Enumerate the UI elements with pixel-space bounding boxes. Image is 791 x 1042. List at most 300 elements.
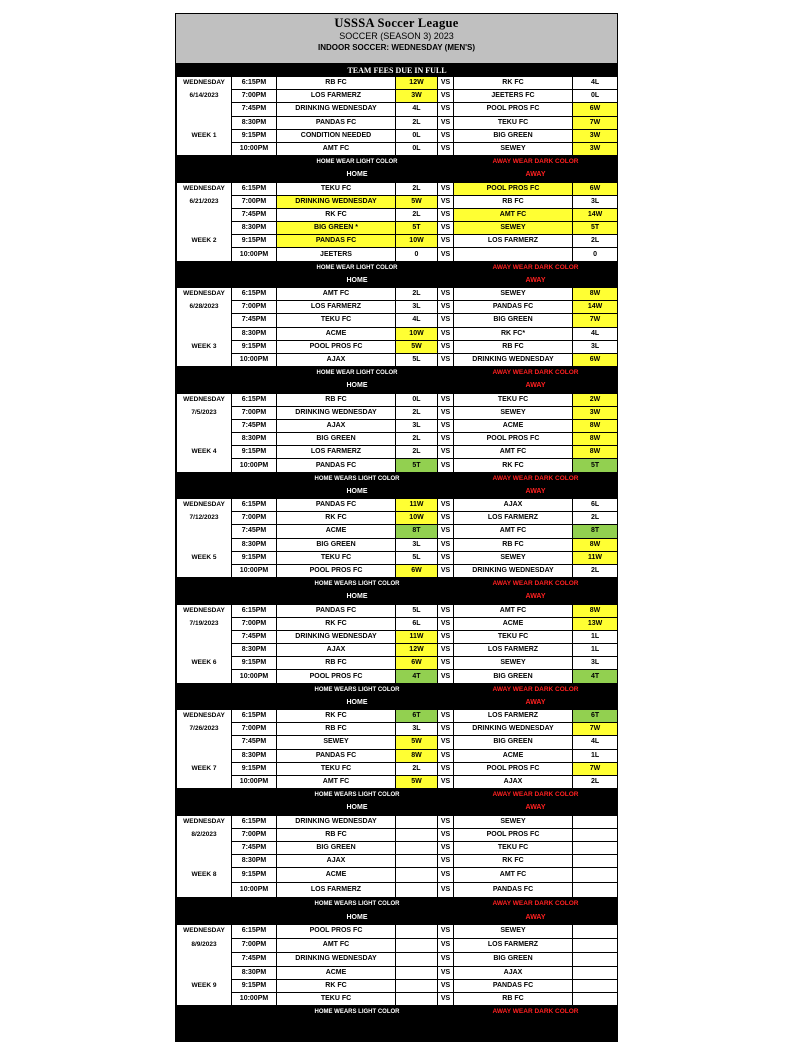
- home-wear-note: HOME WEAR LIGHT COLOR: [277, 261, 438, 274]
- game-row: [177, 525, 618, 538]
- game-time: 7:45PM: [232, 736, 277, 749]
- away-score: 1L: [573, 749, 618, 762]
- away-team: BIG GREEN: [454, 314, 573, 327]
- away-score: 5T: [573, 222, 618, 235]
- week-label: WEEK 1: [177, 129, 232, 142]
- home-team: PANDAS FC: [277, 749, 396, 762]
- day-cell: [177, 208, 232, 221]
- wear-spacer: [177, 683, 277, 696]
- home-team: RK FC: [277, 710, 396, 723]
- home-score: 5T: [396, 222, 438, 235]
- day-cell: [177, 116, 232, 129]
- vs-label: VS: [438, 182, 454, 195]
- home-score: [396, 868, 438, 883]
- home-column-label: HOME: [277, 485, 438, 498]
- game-row: [177, 538, 618, 551]
- home-team: AJAX: [277, 855, 396, 868]
- wear-spacer: [177, 578, 277, 591]
- away-score: [573, 966, 618, 979]
- game-row: [177, 327, 618, 340]
- home-score: 5W: [396, 195, 438, 208]
- home-score: 5L: [396, 551, 438, 564]
- game-time: 7:00PM: [232, 406, 277, 419]
- game-time: 9:15PM: [232, 979, 277, 992]
- away-wear-note: AWAY WEAR DARK COLOR: [454, 578, 618, 591]
- vs-label: VS: [438, 630, 454, 643]
- home-team: ACME: [277, 966, 396, 979]
- away-team: SEWEY: [454, 924, 573, 938]
- separator-row: [177, 898, 618, 911]
- day-label: WEDNESDAY: [177, 710, 232, 723]
- day-label: WEDNESDAY: [177, 288, 232, 301]
- vs-label: VS: [438, 327, 454, 340]
- game-time: 7:45PM: [232, 208, 277, 221]
- vs-label: VS: [438, 815, 454, 828]
- away-score: 7W: [573, 723, 618, 736]
- vs-label: VS: [438, 248, 454, 261]
- game-time: 9:15PM: [232, 446, 277, 459]
- week-label: WEEK 4: [177, 446, 232, 459]
- home-score: 5L: [396, 604, 438, 617]
- away-score: [573, 938, 618, 952]
- game-time: 7:00PM: [232, 617, 277, 630]
- game-time: 10:00PM: [232, 353, 277, 366]
- away-score: 3L: [573, 657, 618, 670]
- away-column-label: AWAY: [454, 485, 618, 498]
- vs-label: VS: [438, 551, 454, 564]
- label-spacer: [177, 274, 277, 287]
- label-spacer: [177, 911, 277, 924]
- label-spacer: [438, 591, 454, 604]
- vs-label: VS: [438, 762, 454, 775]
- game-row: [177, 564, 618, 577]
- home-team: TEKU FC: [277, 314, 396, 327]
- separator-row: [177, 789, 618, 802]
- label-spacer: [438, 696, 454, 709]
- day-label: WEDNESDAY: [177, 77, 232, 90]
- day-cell: [177, 670, 232, 683]
- week-label: WEEK 2: [177, 235, 232, 248]
- game-row: [177, 288, 618, 301]
- separator-row: [177, 261, 618, 274]
- away-team: LOS FARMERZ: [454, 710, 573, 723]
- away-team: LOS FARMERZ: [454, 235, 573, 248]
- day-cell: [177, 855, 232, 868]
- away-score: 11W: [573, 551, 618, 564]
- away-team: AJAX: [454, 966, 573, 979]
- day-cell: [177, 419, 232, 432]
- vs-label: VS: [438, 314, 454, 327]
- day-cell: [177, 314, 232, 327]
- home-score: [396, 841, 438, 854]
- away-score: 2W: [573, 393, 618, 406]
- day-cell: [177, 630, 232, 643]
- home-score: 8W: [396, 749, 438, 762]
- home-team: AMT FC: [277, 142, 396, 155]
- home-score: 6T: [396, 710, 438, 723]
- game-row: [177, 314, 618, 327]
- game-time: 10:00PM: [232, 248, 277, 261]
- wear-spacer: [177, 261, 277, 274]
- vs-label: VS: [438, 828, 454, 841]
- away-team: DRINKING WEDNESDAY: [454, 353, 573, 366]
- wear-spacer: [438, 789, 454, 802]
- game-time: 8:30PM: [232, 538, 277, 551]
- home-team: ACME: [277, 327, 396, 340]
- away-score: [573, 993, 618, 1006]
- day-label: WEDNESDAY: [177, 182, 232, 195]
- wear-spacer: [177, 898, 277, 911]
- week-label: WEEK 6: [177, 657, 232, 670]
- league-title: USSSA Soccer League: [334, 16, 459, 30]
- home-team: DRINKING WEDNESDAY: [277, 630, 396, 643]
- vs-label: VS: [438, 406, 454, 419]
- home-team: RB FC: [277, 77, 396, 90]
- game-time: 9:15PM: [232, 551, 277, 564]
- home-team: AJAX: [277, 419, 396, 432]
- away-score: 8T: [573, 525, 618, 538]
- vs-label: VS: [438, 433, 454, 446]
- game-row: [177, 77, 618, 90]
- game-row: [177, 979, 618, 992]
- game-row: [177, 938, 618, 952]
- home-score: 0L: [396, 142, 438, 155]
- home-team: POOL PROS FC: [277, 924, 396, 938]
- away-team: AMT FC: [454, 868, 573, 883]
- day-cell: [177, 222, 232, 235]
- home-score: 3L: [396, 419, 438, 432]
- home-team: AMT FC: [277, 288, 396, 301]
- home-score: 2L: [396, 288, 438, 301]
- game-row: [177, 499, 618, 512]
- wear-spacer: [177, 1006, 277, 1019]
- home-score: 6W: [396, 657, 438, 670]
- vs-label: VS: [438, 657, 454, 670]
- away-score: 3L: [573, 195, 618, 208]
- game-row: [177, 749, 618, 762]
- away-wear-note: AWAY WEAR DARK COLOR: [454, 472, 618, 485]
- away-score: 3W: [573, 129, 618, 142]
- home-column-label: HOME: [277, 911, 438, 924]
- date-label: 6/14/2023: [177, 90, 232, 103]
- vs-label: VS: [438, 868, 454, 883]
- game-row: [177, 841, 618, 854]
- away-team: ACME: [454, 749, 573, 762]
- day-label: WEDNESDAY: [177, 393, 232, 406]
- home-score: 3L: [396, 723, 438, 736]
- season-title: SOCCER (SEASON 3) 2023: [339, 31, 454, 41]
- vs-label: VS: [438, 459, 454, 472]
- game-row: [177, 762, 618, 775]
- home-wear-note: HOME WEARS LIGHT COLOR: [277, 472, 438, 485]
- label-spacer: [177, 169, 277, 182]
- home-team: TEKU FC: [277, 551, 396, 564]
- away-score: 5T: [573, 459, 618, 472]
- vs-label: VS: [438, 538, 454, 551]
- date-label: 7/26/2023: [177, 723, 232, 736]
- home-team: PANDAS FC: [277, 235, 396, 248]
- game-row: [177, 512, 618, 525]
- vs-label: VS: [438, 235, 454, 248]
- away-score: 8W: [573, 604, 618, 617]
- date-label: 8/2/2023: [177, 828, 232, 841]
- vs-label: VS: [438, 419, 454, 432]
- away-score: 7W: [573, 116, 618, 129]
- separator-row: [177, 156, 618, 169]
- away-team: BIG GREEN: [454, 129, 573, 142]
- away-score: [573, 924, 618, 938]
- away-score: 0L: [573, 90, 618, 103]
- game-row: [177, 353, 618, 366]
- day-cell: [177, 525, 232, 538]
- home-score: 2L: [396, 208, 438, 221]
- game-time: 6:15PM: [232, 393, 277, 406]
- home-team: DRINKING WEDNESDAY: [277, 406, 396, 419]
- day-cell: [177, 966, 232, 979]
- game-time: 8:30PM: [232, 749, 277, 762]
- separator-row: [177, 485, 618, 498]
- away-team: TEKU FC: [454, 116, 573, 129]
- away-wear-note: AWAY WEAR DARK COLOR: [454, 898, 618, 911]
- home-team: LOS FARMERZ: [277, 301, 396, 314]
- separator-row: [177, 578, 618, 591]
- schedule-table: [176, 64, 618, 1019]
- game-row: [177, 103, 618, 116]
- vs-label: VS: [438, 142, 454, 155]
- home-score: 2L: [396, 762, 438, 775]
- away-team: POOL PROS FC: [454, 433, 573, 446]
- vs-label: VS: [438, 841, 454, 854]
- home-team: AMT FC: [277, 775, 396, 788]
- label-spacer: [177, 485, 277, 498]
- game-time: 10:00PM: [232, 993, 277, 1006]
- away-score: 7W: [573, 314, 618, 327]
- home-team: TEKU FC: [277, 993, 396, 1006]
- sheet-header: [176, 14, 617, 64]
- label-spacer: [438, 911, 454, 924]
- game-time: 6:15PM: [232, 288, 277, 301]
- label-spacer: [177, 591, 277, 604]
- home-team: BIG GREEN: [277, 538, 396, 551]
- home-team: BIG GREEN: [277, 433, 396, 446]
- game-row: [177, 433, 618, 446]
- vs-label: VS: [438, 670, 454, 683]
- game-row: [177, 868, 618, 883]
- game-time: 10:00PM: [232, 775, 277, 788]
- away-score: 2L: [573, 512, 618, 525]
- game-row: [177, 419, 618, 432]
- away-team: RK FC: [454, 77, 573, 90]
- home-wear-note: HOME WEARS LIGHT COLOR: [277, 1006, 438, 1019]
- wear-spacer: [177, 156, 277, 169]
- home-score: 4L: [396, 314, 438, 327]
- home-score: 3L: [396, 538, 438, 551]
- home-column-label: HOME: [277, 169, 438, 182]
- home-team: BIG GREEN: [277, 841, 396, 854]
- game-time: 8:30PM: [232, 433, 277, 446]
- date-label: 7/5/2023: [177, 406, 232, 419]
- away-score: 8W: [573, 288, 618, 301]
- away-score: [573, 828, 618, 841]
- vs-label: VS: [438, 952, 454, 966]
- away-column-label: AWAY: [454, 911, 618, 924]
- home-score: 5W: [396, 340, 438, 353]
- wear-spacer: [177, 367, 277, 380]
- away-score: 13W: [573, 617, 618, 630]
- game-row: [177, 248, 618, 261]
- separator-row: [177, 696, 618, 709]
- game-row: [177, 855, 618, 868]
- game-time: 7:45PM: [232, 525, 277, 538]
- home-score: [396, 883, 438, 898]
- week-label: WEEK 3: [177, 340, 232, 353]
- separator-row: [177, 683, 618, 696]
- home-team: ACME: [277, 525, 396, 538]
- home-score: 0L: [396, 129, 438, 142]
- label-spacer: [177, 380, 277, 393]
- home-score: 10W: [396, 327, 438, 340]
- day-cell: [177, 142, 232, 155]
- label-spacer: [438, 274, 454, 287]
- day-label: WEDNESDAY: [177, 604, 232, 617]
- week-label: WEEK 5: [177, 551, 232, 564]
- away-team: RB FC: [454, 993, 573, 1006]
- game-row: [177, 883, 618, 898]
- vs-label: VS: [438, 446, 454, 459]
- wear-spacer: [177, 472, 277, 485]
- home-team: POOL PROS FC: [277, 564, 396, 577]
- away-team: RB FC: [454, 340, 573, 353]
- schedule-sheet: [175, 13, 618, 1042]
- home-team: BIG GREEN *: [277, 222, 396, 235]
- game-time: 10:00PM: [232, 564, 277, 577]
- home-score: 5L: [396, 353, 438, 366]
- home-score: [396, 952, 438, 966]
- away-score: 4L: [573, 327, 618, 340]
- game-time: 6:15PM: [232, 182, 277, 195]
- home-score: 2L: [396, 116, 438, 129]
- home-team: LOS FARMERZ: [277, 446, 396, 459]
- game-row: [177, 195, 618, 208]
- away-score: 1L: [573, 630, 618, 643]
- wear-spacer: [438, 156, 454, 169]
- away-score: 2L: [573, 235, 618, 248]
- home-team: RK FC: [277, 512, 396, 525]
- away-team: SEWEY: [454, 815, 573, 828]
- away-team: POOL PROS FC: [454, 828, 573, 841]
- away-team: RK FC: [454, 459, 573, 472]
- game-time: 7:45PM: [232, 314, 277, 327]
- vs-label: VS: [438, 353, 454, 366]
- home-team: TEKU FC: [277, 182, 396, 195]
- label-spacer: [438, 380, 454, 393]
- away-team: POOL PROS FC: [454, 762, 573, 775]
- away-team: DRINKING WEDNESDAY: [454, 723, 573, 736]
- separator-row: [177, 65, 618, 77]
- day-cell: [177, 993, 232, 1006]
- vs-label: VS: [438, 77, 454, 90]
- away-team: LOS FARMERZ: [454, 938, 573, 952]
- vs-label: VS: [438, 883, 454, 898]
- wear-spacer: [438, 367, 454, 380]
- game-time: 6:15PM: [232, 604, 277, 617]
- away-score: 8W: [573, 419, 618, 432]
- home-team: LOS FARMERZ: [277, 883, 396, 898]
- away-team: AMT FC: [454, 604, 573, 617]
- away-team: LOS FARMERZ: [454, 512, 573, 525]
- game-time: 7:45PM: [232, 419, 277, 432]
- vs-label: VS: [438, 222, 454, 235]
- game-time: 8:30PM: [232, 116, 277, 129]
- game-time: 7:45PM: [232, 841, 277, 854]
- game-row: [177, 129, 618, 142]
- game-row: [177, 222, 618, 235]
- away-team: SEWEY: [454, 551, 573, 564]
- away-team: POOL PROS FC: [454, 182, 573, 195]
- home-team: DRINKING WEDNESDAY: [277, 815, 396, 828]
- date-label: 6/28/2023: [177, 301, 232, 314]
- label-spacer: [438, 169, 454, 182]
- vs-label: VS: [438, 938, 454, 952]
- away-team: [454, 248, 573, 261]
- separator-row: [177, 1006, 618, 1019]
- home-score: [396, 979, 438, 992]
- vs-label: VS: [438, 129, 454, 142]
- away-score: 4L: [573, 736, 618, 749]
- vs-label: VS: [438, 723, 454, 736]
- home-score: 5T: [396, 459, 438, 472]
- game-time: 6:15PM: [232, 710, 277, 723]
- vs-label: VS: [438, 979, 454, 992]
- away-score: 3W: [573, 406, 618, 419]
- home-team: JEETERS: [277, 248, 396, 261]
- week-label: WEEK 8: [177, 868, 232, 883]
- game-row: [177, 617, 618, 630]
- vs-label: VS: [438, 393, 454, 406]
- date-label: 7/19/2023: [177, 617, 232, 630]
- vs-label: VS: [438, 736, 454, 749]
- game-time: 9:15PM: [232, 657, 277, 670]
- away-team: TEKU FC: [454, 630, 573, 643]
- away-score: 14W: [573, 208, 618, 221]
- home-score: 10W: [396, 512, 438, 525]
- home-team: RB FC: [277, 393, 396, 406]
- home-column-label: HOME: [277, 802, 438, 815]
- game-row: [177, 736, 618, 749]
- game-row: [177, 966, 618, 979]
- day-cell: [177, 952, 232, 966]
- vs-label: VS: [438, 749, 454, 762]
- away-team: RK FC: [454, 855, 573, 868]
- home-team: PANDAS FC: [277, 459, 396, 472]
- away-team: SEWEY: [454, 222, 573, 235]
- game-time: 7:45PM: [232, 103, 277, 116]
- home-score: [396, 966, 438, 979]
- home-team: AJAX: [277, 644, 396, 657]
- away-team: ACME: [454, 419, 573, 432]
- away-score: 4L: [573, 77, 618, 90]
- away-column-label: AWAY: [454, 274, 618, 287]
- game-time: 8:30PM: [232, 222, 277, 235]
- home-wear-note: HOME WEARS LIGHT COLOR: [277, 789, 438, 802]
- day-cell: [177, 327, 232, 340]
- away-team: SEWEY: [454, 406, 573, 419]
- game-row: [177, 208, 618, 221]
- home-team: RK FC: [277, 979, 396, 992]
- home-wear-note: HOME WEARS LIGHT COLOR: [277, 898, 438, 911]
- vs-label: VS: [438, 525, 454, 538]
- away-score: 1L: [573, 644, 618, 657]
